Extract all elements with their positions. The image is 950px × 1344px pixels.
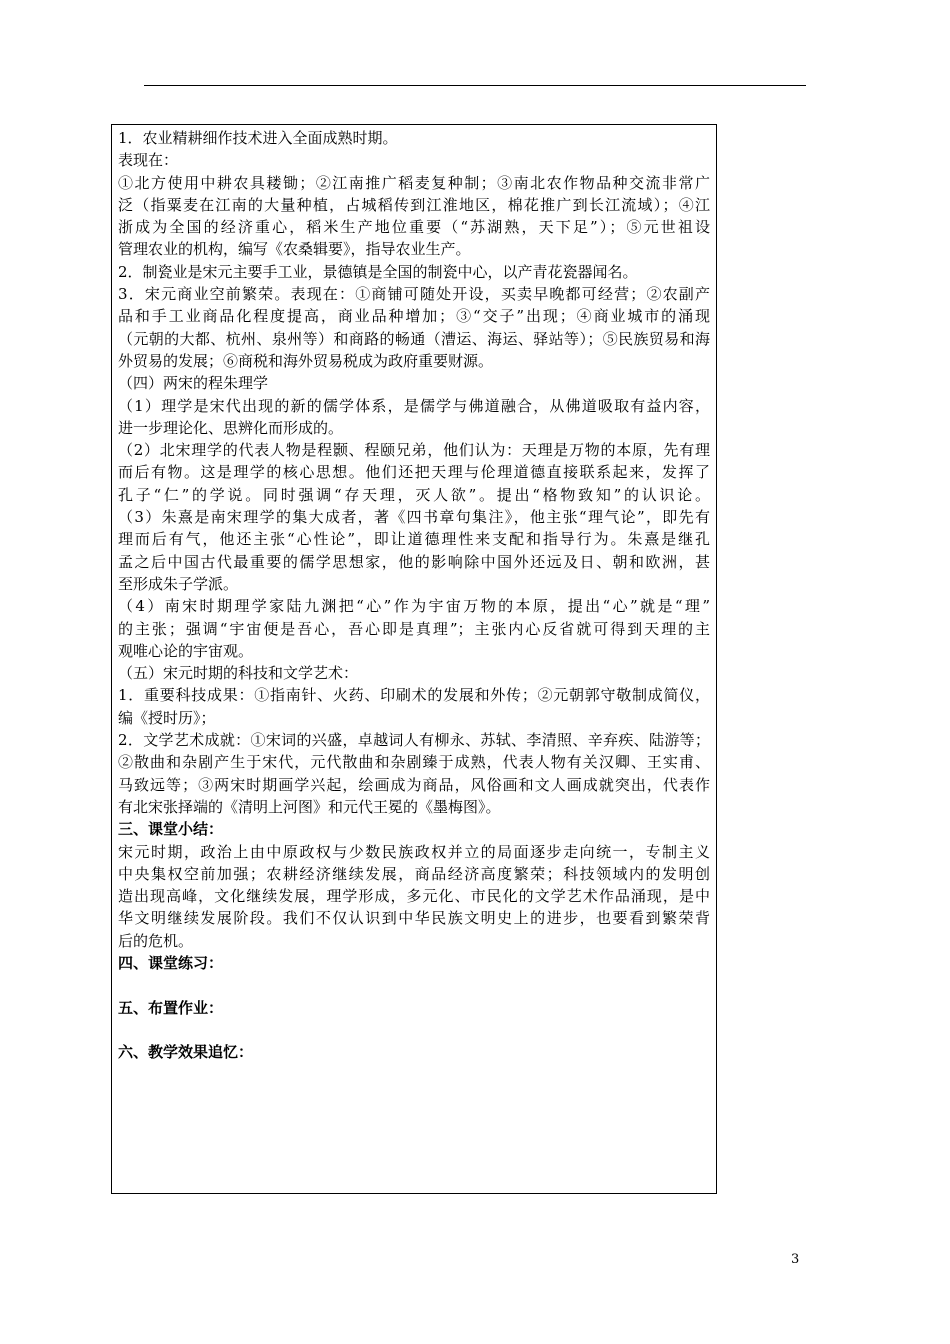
text-line: （1）理学是宋代出现的新的儒学体系，是儒学与佛道融合，从佛道吸取有益内容， — [118, 396, 710, 415]
text-line: （4）南宋时期理学家陆九渊把“心”作为宇宙万物的本原，提出“心”就是“理” — [118, 597, 710, 616]
text-line: 品和手工业商品化程度提高，商业品种增加；③“交子”出现；④商业城市的涌现 — [118, 307, 710, 326]
text-line: 造出现高峰，文化继续发展，理学形成，多元化、市民化的文学艺术作品涌现，是中 — [118, 887, 710, 906]
section-heading: 六、教学效果追忆： — [118, 1043, 254, 1062]
text-line: 孔子“仁”的学说。同时强调“存天理，灭人欲”。提出“格物致知”的认识论。 — [118, 485, 710, 504]
text-line: （2）北宋理学的代表人物是程颢、程颐兄弟，他们认为：天理是万物的本原，先有理 — [118, 441, 710, 460]
text-line: 理而后有气，他还主张“心性论”，即让道德理性来支配和指导行为。朱熹是继孔 — [118, 530, 710, 549]
text-line: 华文明继续发展阶段。我们不仅认识到中华民族文明史上的进步，也要看到繁荣背 — [118, 909, 710, 928]
text-line: （3）朱熹是南宋理学的集大成者，著《四书章句集注》，他主张“理气论”，即先有 — [118, 508, 710, 527]
text-line: 而后有物。这是理学的核心思想。他们还把天理与伦理道德直接联系起来，发挥了 — [118, 463, 710, 482]
text-line: 后的危机。 — [118, 931, 194, 950]
text-line: 进一步理论化、思辨化而形成的。 — [118, 418, 344, 437]
text-line: 泛（指粟麦在江南的大量种植，占城稻传到江淮地区，棉花推广到长江流域）；④江 — [118, 195, 710, 214]
text-line: 2．制瓷业是宋元主要手工业，景德镇是全国的制瓷中心，以产青花瓷器闻名。 — [118, 262, 638, 281]
text-line: 外贸易的发展；⑥商税和海外贸易税成为政府重要财源。 — [118, 351, 494, 370]
text-line: （元朝的大都、杭州、泉州等）和商路的畅通（漕运、海运、驿站等）；⑤民族贸易和海 — [118, 329, 710, 348]
text-line: ①北方使用中耕农具耧锄；②江南推广稻麦复种制；③南北农作物品种交流非常广 — [118, 173, 710, 192]
text-line: 1．重要科技成果：①指南针、火药、印刷术的发展和外传；②元朝郭守敬制成简仪， — [118, 686, 710, 705]
text-line: （四）两宋的程朱理学 — [118, 374, 269, 393]
text-line: 至形成朱子学派。 — [118, 574, 239, 593]
text-line: 管理农业的机构，编写《农桑辑要》，指导农业生产。 — [118, 240, 471, 259]
text-line: 3．宋元商业空前繁荣。表现在：①商铺可随处开设，买卖早晚都可经营；②农副产 — [118, 285, 710, 304]
text-line: 中央集权空前加强；农耕经济继续发展，商品经济高度繁荣；科技领域内的发明创 — [118, 864, 710, 883]
text-line: ②散曲和杂剧产生于宋代，元代散曲和杂剧臻于成熟，代表人物有关汉卿、王实甫、 — [118, 753, 710, 772]
text-line: 表现在： — [118, 151, 179, 170]
text-line: 有北宋张择端的《清明上河图》和元代王冕的《墨梅图》。 — [118, 797, 501, 816]
text-line — [118, 974, 710, 996]
text-line: 编《授时历》； — [118, 708, 216, 727]
page-number: 3 — [791, 1252, 800, 1267]
text-line: 的主张；强调“宇宙便是吾心，吾心即是真理”；主张内心反省就可得到天理的主 — [118, 619, 710, 638]
section-heading: 三、课堂小结： — [118, 820, 224, 839]
text-line: 1．农业精耕细作技术进入全面成熟时期。 — [118, 129, 398, 147]
text-line: （五）宋元时期的科技和文学艺术： — [118, 664, 359, 683]
text-line: 2．文学艺术成就：①宋词的兴盛，卓越词人有柳永、苏轼、李清照、辛弃疾、陆游等； — [118, 731, 710, 750]
section-heading: 五、布置作业： — [118, 998, 224, 1017]
lesson-content-box — [111, 124, 717, 1194]
section-heading: 四、课堂练习： — [118, 953, 224, 972]
text-line: 浙成为全国的经济重心，稻米生产地位重要（“苏湖熟，天下足”）；⑤元世祖设 — [118, 218, 710, 237]
text-line: 马致远等；③两宋时期画学兴起，绘画成为商品，风俗画和文人画成就突出，代表作 — [118, 775, 710, 794]
text-line — [118, 1019, 710, 1041]
text-line: 观唯心论的宇宙观。 — [118, 641, 254, 660]
header-rule — [144, 85, 806, 86]
text-line: 孟之后中国古代最重要的儒学思想家，他的影响除中国外还远及日、朝和欧洲，甚 — [118, 552, 710, 571]
text-line: 宋元时期，政治上由中原政权与少数民族政权并立的局面逐步走向统一，专制主义 — [118, 842, 710, 861]
